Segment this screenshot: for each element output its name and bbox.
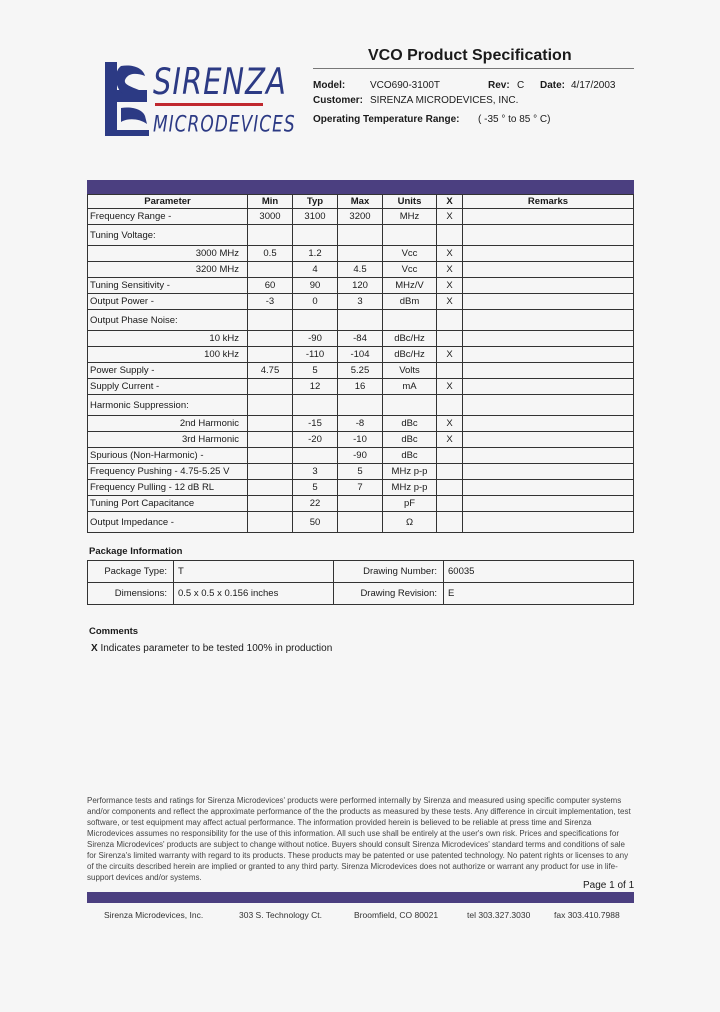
table-row [88,464,634,480]
value-cell: -84 [338,331,383,347]
parameter-cell: Frequency Range - [88,209,248,225]
drawing-number-label: Drawing Number: [334,561,444,583]
value-cell: MHz [383,209,437,225]
value-cell [383,225,437,246]
value-cell: 3 [338,294,383,310]
value-cell: Volts [383,363,437,379]
parameter-cell: Power Supply - [88,363,248,379]
value-cell [248,347,293,363]
value-cell: X [437,432,463,448]
parameter-cell: 10 kHz [88,331,248,347]
value-cell [248,225,293,246]
package-type-label: Package Type: [88,561,174,583]
footer-band [87,892,634,903]
value-cell [248,395,293,416]
value-cell: -90 [293,331,338,347]
value-cell: dBm [383,294,437,310]
value-cell [248,416,293,432]
value-cell: 5 [293,480,338,496]
value-cell [437,331,463,347]
value-cell: 0 [293,294,338,310]
temperature-label: Operating Temperature Range: [313,114,460,125]
rev-value: C [517,80,525,91]
value-cell: 3200 [338,209,383,225]
parameter-cell: Harmonic Suppression: [88,395,248,416]
parameter-cell: Output Impedance - [88,512,248,533]
parameter-cell: Supply Current - [88,379,248,395]
value-cell: -10 [338,432,383,448]
logo-accent-bar [155,103,263,106]
value-cell: pF [383,496,437,512]
table-row [88,262,634,278]
package-heading: Package Information [89,546,183,557]
parameter-cell: Frequency Pulling - 12 dB RL [88,480,248,496]
value-cell: Vcc [383,262,437,278]
value-cell: 4 [293,262,338,278]
value-cell: -8 [338,416,383,432]
company-logo [103,58,296,138]
footer-company: Sirenza Microdevices, Inc. [104,910,204,920]
value-cell: dBc [383,448,437,464]
table-row [88,246,634,262]
disclaimer-text: Performance tests and ratings for Sirenza Microdevices' products were performed internally by Sirenza and measured using specific computer systems and/or components and reflect the approximate performance of the the products as measured by these tests. Any difference in circuit implementation, test software, or test equipment may affect actual performance. The information provided herein is believed to be reliable at press time and Sirenza Microdevices assumes no responsibility for the use of this information. All such use shall be entirely at the user's own risk. Prices and specifications for Sirenza Microdevices' products are subject to change without notice. Buyers should consult Sirenza Microdevices' standard terms and conditions of sale for Sirenza's limited warranty with regard to its products. These products may be patented or use patented technology. No patent rights or licenses to any of the circuits described herein are implied or granted to any third party. Sirenza Microdevices does not authorize or warrant any product for use in life-support devices and/or systems. [87,796,631,882]
parameter-cell: Output Power - [88,294,248,310]
value-cell: MHz p-p [383,480,437,496]
value-cell [463,395,634,416]
value-cell: MHz/V [383,278,437,294]
table-row [88,363,634,379]
table-row [88,310,634,331]
table-header-row [88,195,634,209]
logo-subtitle: MICRODEVICES [153,112,296,138]
value-cell: 16 [338,379,383,395]
value-cell [463,363,634,379]
specification-table [87,194,634,533]
table-row [88,225,634,246]
value-cell: 5 [293,363,338,379]
value-cell [437,395,463,416]
value-cell: 50 [293,512,338,533]
drawing-number-value: 60035 [444,561,634,583]
column-header: Parameter [88,195,248,209]
value-cell [463,448,634,464]
temperature-value: ( -35 ° to 85 ° C) [478,114,551,125]
table-row [88,448,634,464]
value-cell: X [437,262,463,278]
value-cell: dBc/Hz [383,331,437,347]
parameter-cell: 100 kHz [88,347,248,363]
value-cell: 12 [293,379,338,395]
drawing-revision-value: E [444,583,634,605]
value-cell [248,512,293,533]
table-row [88,496,634,512]
value-cell: mA [383,379,437,395]
table-row [88,294,634,310]
table-row [88,347,634,363]
drawing-revision-label: Drawing Revision: [334,583,444,605]
comment-text: Indicates parameter to be tested 100% in production [100,643,333,654]
value-cell: 5 [338,464,383,480]
comment-line [91,643,332,654]
table-row [88,379,634,395]
value-cell [463,496,634,512]
value-cell: 3 [293,464,338,480]
date-label: Date: [540,80,566,91]
value-cell [383,310,437,331]
value-cell [248,331,293,347]
table-row [88,278,634,294]
column-header: Min [248,195,293,209]
value-cell: X [437,379,463,395]
value-cell: MHz p-p [383,464,437,480]
column-header: Max [338,195,383,209]
value-cell: 4.75 [248,363,293,379]
column-header: Remarks [463,195,634,209]
value-cell [437,480,463,496]
value-cell [463,432,634,448]
comments-heading: Comments [89,626,139,637]
parameter-cell: 3200 MHz [88,262,248,278]
column-header: Units [383,195,437,209]
package-row [88,583,634,605]
value-cell [338,225,383,246]
value-cell: 3000 [248,209,293,225]
value-cell: 120 [338,278,383,294]
value-cell [338,246,383,262]
value-cell [463,379,634,395]
table-row [88,416,634,432]
parameter-cell: 3000 MHz [88,246,248,262]
footer-fax: fax 303.410.7988 [554,910,620,920]
value-cell [248,310,293,331]
value-cell [463,331,634,347]
value-cell: -90 [338,448,383,464]
date-value: 4/17/2003 [571,80,616,91]
value-cell [463,294,634,310]
table-row [88,512,634,533]
value-cell: Vcc [383,246,437,262]
table-header-band [87,180,634,194]
value-cell: -104 [338,347,383,363]
value-cell [463,512,634,533]
model-value: VCO690-3100T [370,80,441,91]
value-cell: 5.25 [338,363,383,379]
footer-city: Broomfield, CO 80021 [354,910,439,920]
customer-value: SIRENZA MICRODEVICES, INC. [370,95,519,106]
value-cell [437,512,463,533]
package-table [87,560,634,605]
table-row [88,480,634,496]
value-cell [293,395,338,416]
table-row [88,395,634,416]
value-cell: X [437,416,463,432]
value-cell [437,448,463,464]
parameter-cell: Tuning Voltage: [88,225,248,246]
value-cell [463,209,634,225]
value-cell [463,278,634,294]
value-cell [437,363,463,379]
page-number: Page 1 of 1 [583,880,635,891]
parameter-cell: Tuning Port Capacitance [88,496,248,512]
value-cell [437,496,463,512]
value-cell [463,480,634,496]
value-cell [338,395,383,416]
footer-tel: tel 303.327.3030 [467,910,531,920]
value-cell: X [437,246,463,262]
table-row [88,209,634,225]
table-row [88,331,634,347]
parameter-cell: 3rd Harmonic [88,432,248,448]
package-row [88,561,634,583]
value-cell: X [437,209,463,225]
logo-mark-icon [103,58,153,138]
value-cell [338,310,383,331]
value-cell: 22 [293,496,338,512]
value-cell: 60 [248,278,293,294]
value-cell: Ω [383,512,437,533]
model-label: Model: [313,80,346,91]
value-cell: X [437,347,463,363]
value-cell [463,347,634,363]
comment-marker: X [91,643,98,654]
footer-address: 303 S. Technology Ct. [239,910,323,920]
value-cell [437,225,463,246]
dimensions-value: 0.5 x 0.5 x 0.156 inches [174,583,334,605]
value-cell [293,448,338,464]
table-row [88,432,634,448]
customer-label: Customer: [313,95,364,106]
value-cell [338,512,383,533]
value-cell [248,379,293,395]
value-cell: dBc/Hz [383,347,437,363]
column-header: X [437,195,463,209]
value-cell [383,395,437,416]
value-cell [437,310,463,331]
value-cell [463,246,634,262]
value-cell [248,464,293,480]
value-cell [338,496,383,512]
column-header: Typ [293,195,338,209]
value-cell [293,225,338,246]
value-cell [248,480,293,496]
value-cell: 90 [293,278,338,294]
value-cell: 4.5 [338,262,383,278]
value-cell [248,448,293,464]
package-type-value: T [174,561,334,583]
value-cell [463,464,634,480]
value-cell: -3 [248,294,293,310]
value-cell: X [437,294,463,310]
value-cell: X [437,278,463,294]
value-cell [463,416,634,432]
document-title: VCO Product Specification [368,47,572,64]
parameter-cell: 2nd Harmonic [88,416,248,432]
value-cell: 3100 [293,209,338,225]
value-cell: -110 [293,347,338,363]
logo-wordmark: SIRENZA [153,60,287,103]
dimensions-label: Dimensions: [88,583,174,605]
value-cell: 1.2 [293,246,338,262]
title-underline [313,68,634,69]
parameter-cell: Tuning Sensitivity - [88,278,248,294]
value-cell: 0.5 [248,246,293,262]
value-cell [437,464,463,480]
value-cell: dBc [383,416,437,432]
value-cell [463,262,634,278]
value-cell: -20 [293,432,338,448]
value-cell [248,496,293,512]
value-cell: dBc [383,432,437,448]
value-cell: -15 [293,416,338,432]
value-cell [463,225,634,246]
parameter-cell: Frequency Pushing - 4.75-5.25 V [88,464,248,480]
value-cell [248,432,293,448]
value-cell [293,310,338,331]
rev-label: Rev: [488,80,510,91]
value-cell: 7 [338,480,383,496]
value-cell [463,310,634,331]
parameter-cell: Spurious (Non-Harmonic) - [88,448,248,464]
parameter-cell: Output Phase Noise: [88,310,248,331]
value-cell [248,262,293,278]
